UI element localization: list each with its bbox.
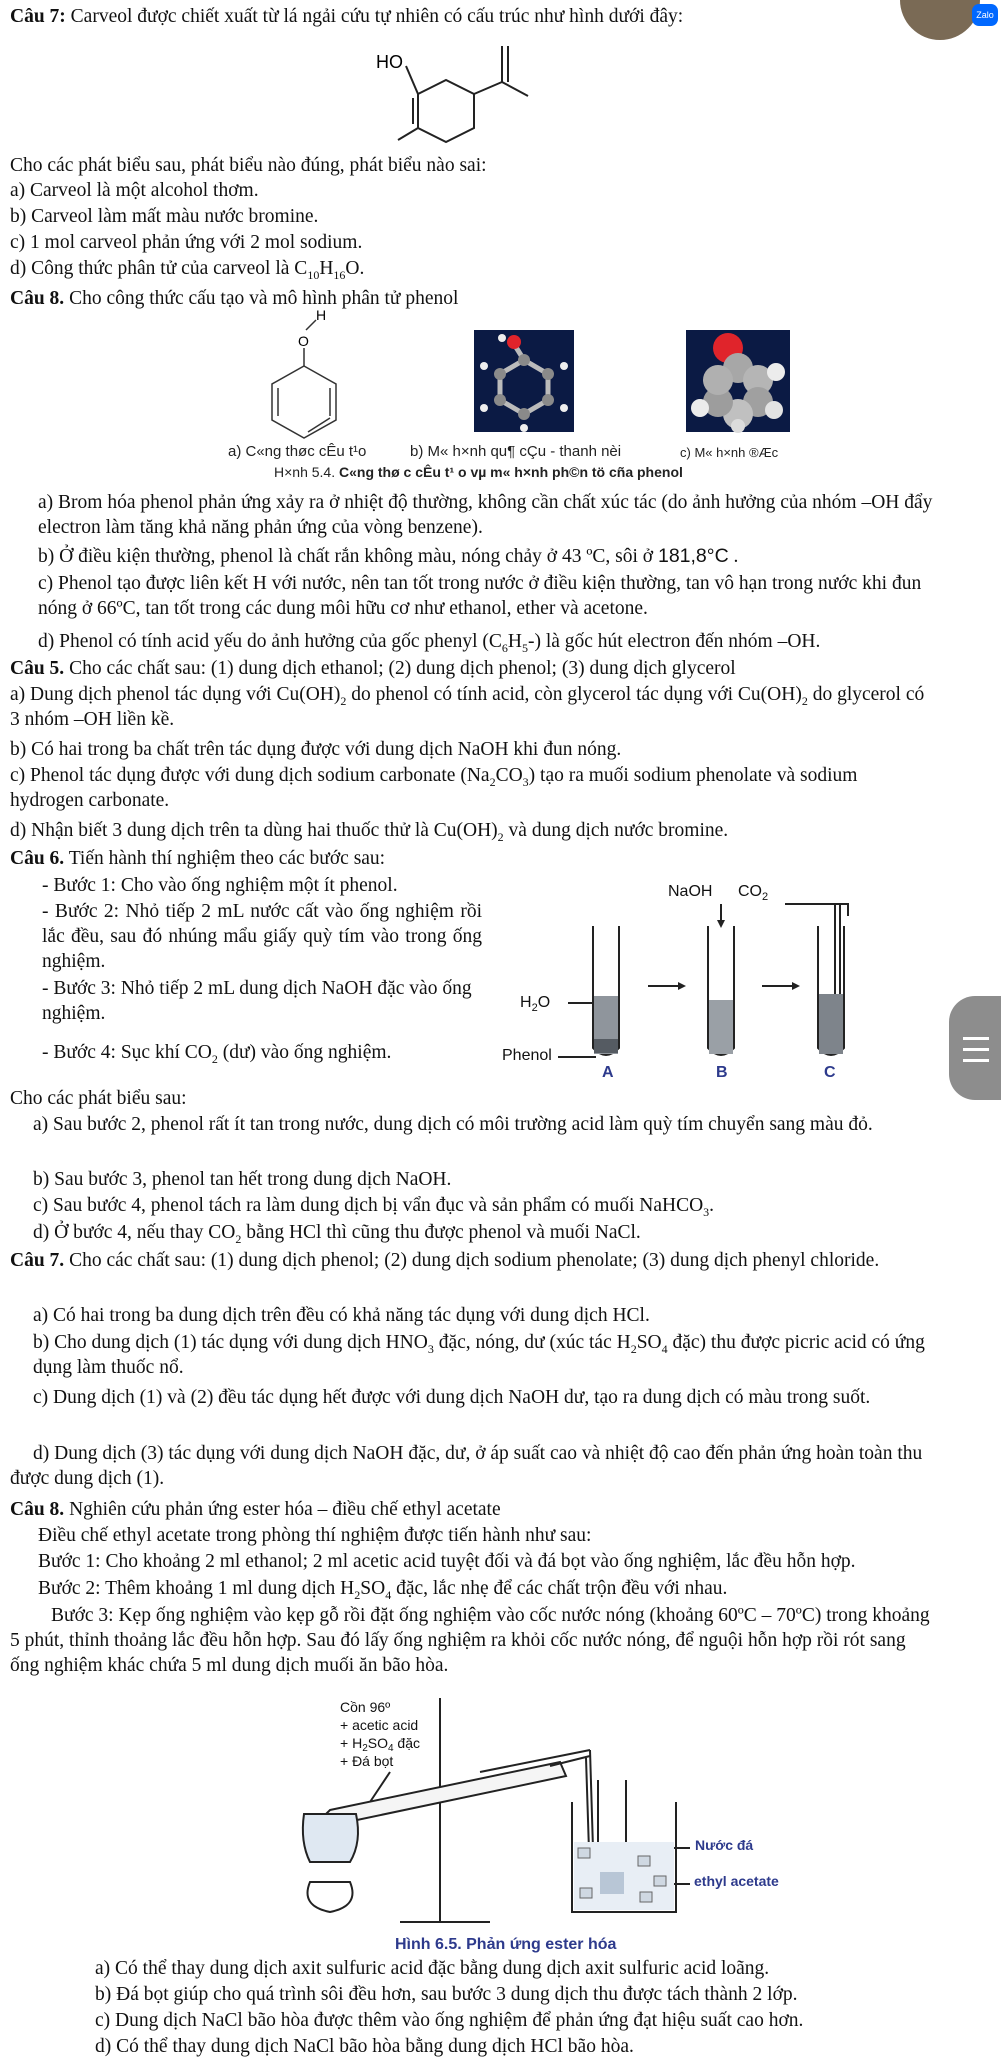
q8b-step-1: Bước 1: Cho khoảng 2 ml ethanol; 2 ml acetic acid tuyệt đối và đá bọt vào ống nghiệm, lắc đều hỗn hợp. — [38, 1551, 856, 1572]
scroll-handle[interactable] — [949, 996, 1001, 1100]
svg-text:A: A — [602, 1064, 614, 1081]
q8a-statement-a: a) Brom hóa phenol phản ứng xảy ra ở nhiệt độ thường, không cần chất xúc tác (do ảnh hưởng của nhóm –OH đẩy electron làm tăng khả năng phản ứng của vòng benzene). — [38, 492, 933, 538]
q8b-statement-c: c) Dung dịch NaCl bão hòa được thêm vào ống nghiệm để phản ứng đạt hiệu suất cao hơn. — [95, 2010, 804, 2031]
carveol-structure — [370, 36, 570, 146]
q6-statement-a: a) Sau bước 2, phenol rất ít tan trong nước, dung dịch có môi trường acid làm quỳ tím chuyển sang màu đỏ. — [33, 1114, 873, 1135]
q6-step-4: - Bước 4: Sục khí $CO_2$ (dư) vào ống nghiệm. — [42, 1042, 392, 1066]
q7a-statement-a: a) Carveol là một alcohol thơm. — [10, 180, 259, 201]
phenol-structural-formula — [260, 308, 350, 438]
q7a-statement-b: b) Carveol làm mất màu nước bromine. — [10, 206, 319, 227]
svg-text:Nước đá: Nước đá — [695, 1837, 754, 1853]
q8b-statement-d: d) Có thể thay dung dịch NaCl bão hòa bằng dung dịch HCl bão hòa. — [95, 2036, 634, 2057]
q8a-statement-d: d) Phenol có tính acid yếu do ảnh hưởng của gốc phenyl $(C_6H_5-)$ là gốc hút electron đến nhóm –OH. — [38, 631, 821, 655]
svg-text:H: H — [316, 307, 327, 323]
q8a-title: Câu 8. Cho công thức cấu tạo và mô hình phân tử phenol — [10, 288, 459, 309]
q6-statement-c: c) Sau bước 4, phenol tách ra làm dung dịch bị vẩn đục và sản phẩm có muối NaHCO$_3$. — [33, 1195, 715, 1219]
q8b-statement-b: b) Đá bọt giúp cho quá trình sôi đều hơn, sau bước 3 dung dịch thu được tách thành 2 lớp. — [95, 1984, 798, 2005]
svg-text:+ H2SO4 đặc: + $H_2SO_4$ đặc — [340, 1735, 421, 1754]
q7b-statement-b: b) Cho dung dịch (1) tác dụng với dung dịch $HNO_3$ đặc, nóng, dư (xúc tác $H_2SO_4$ đặc) thu được picric acid có ứng dụng làm thuốc nổ. — [33, 1332, 925, 1378]
svg-text:Phenol: Phenol — [502, 1047, 552, 1064]
q6-intro: Cho các phát biểu sau: — [10, 1088, 187, 1109]
q8b-step-2: Bước 2: Thêm khoảng 1 ml dung dịch $H_2SO_4$ đặc, lắc nhẹ để các chất trộn đều với nhau. — [38, 1578, 728, 1602]
q5-statement-a: a) Dung dịch phenol tác dụng với $Cu(OH)_2$ do phenol có tính acid, còn glycerol tác dụng với $Cu(OH)_2$ do glycerol có 3 nhóm –OH liền kề. — [10, 684, 925, 730]
svg-text:NaOH: NaOH — [668, 883, 713, 900]
phenol-ball-stick-model — [474, 330, 574, 432]
hydroxyl-label: HO — [376, 52, 403, 72]
q8b-intro: Điều chế ethyl acetate trong phòng thí nghiệm được tiến hành như sau: — [38, 1525, 592, 1546]
q6-step-1: - Bước 1: Cho vào ống nghiệm một ít phenol. — [42, 875, 398, 896]
q7a-intro: Cho các phát biểu sau, phát biểu nào đúng, phát biểu nào sai: — [10, 155, 487, 176]
q8b-statement-a: a) Có thể thay dung dịch axit sulfuric acid đặc bằng dung dịch axit sulfuric acid loãng. — [95, 1958, 770, 1979]
svg-text:Cồn 96º: Cồn 96º — [340, 1699, 391, 1715]
q6-statement-b: b) Sau bước 3, phenol tan hết trong dung dịch NaOH. — [33, 1169, 452, 1190]
svg-text:O: O — [298, 333, 309, 349]
q7b-title: Câu 7. Cho các chất sau: (1) dung dịch phenol; (2) dung dịch sodium phenolate; (3) dung dịch phenyl chloride. — [10, 1250, 880, 1271]
esterification-apparatus — [290, 1692, 779, 1928]
q8a-statement-b: b) Ở điều kiện thường, phenol là chất rắn không màu, nóng chảy ở 43 ºC, sôi ở 181,8°C . — [38, 545, 739, 567]
q7b-statement-d: d) Dung dịch (3) tác dụng với dung dịch NaOH đặc, dư, ở áp suất cao và nhiệt độ cao đến phản ứng hoàn toàn thu được dung dịch (1). — [10, 1443, 923, 1489]
q6-step-3: - Bước 3: Nhỏ tiếp 2 mL dung dịch NaOH đặc vào ống nghiệm. — [42, 978, 472, 1024]
q6-test-tube-diagram — [490, 876, 870, 1086]
q6-title: Câu 6. Tiến hành thí nghiệm theo các bước sau: — [10, 848, 386, 869]
q7a-title: Câu 7: Carveol được chiết xuất từ lá ngải cứu tự nhiên có cấu trúc như hình dưới đây: — [10, 6, 684, 27]
svg-text:+ Đá bọt: + Đá bọt — [340, 1753, 394, 1769]
svg-text:C: C — [824, 1064, 836, 1081]
svg-text:ethyl acetate: ethyl acetate — [694, 1873, 779, 1889]
q5-statement-b: b) Có hai trong ba chất trên tác dụng được với dung dịch NaOH khi đun nóng. — [10, 739, 622, 760]
caption-ball-stick: b) M« h×nh qu¶ cÇu - thanh nèi — [410, 443, 622, 460]
q7a-statement-d: d) Công thức phân tử của carveol là $C_{10}H_{16}O$. — [10, 258, 365, 282]
q5-statement-d: d) Nhận biết 3 dung dịch trên ta dùng hai thuốc thử là $Cu(OH)_2$ và dung dịch nước bromine. — [10, 820, 729, 844]
q7a-statement-c: c) 1 mol carveol phản ứng với 2 mol sodium. — [10, 232, 363, 253]
figure-caption-6-5: Hình 6.5. Phản ứng ester hóa — [395, 1936, 617, 1953]
figure-caption-5-4: H×nh 5.4. C«ng thø c cÊu t¹ o vµ m« h×nh ph©n tö cña phenol — [274, 464, 683, 480]
phenol-space-filling-model — [686, 330, 790, 432]
q7b-statement-c: c) Dung dịch (1) và (2) đều tác dụng hết được với dung dịch NaOH dư, tạo ra dung dịch có màu trong suốt. — [33, 1387, 871, 1408]
svg-text:CO2: $CO_2$ — [738, 883, 769, 903]
svg-text:B: B — [716, 1064, 728, 1081]
caption-space-filling: c) M« h×nh ®Æc — [680, 445, 779, 460]
svg-text:+ acetic acid: + acetic acid — [340, 1717, 419, 1733]
q8b-step-3: Bước 3: Kẹp ống nghiệm vào kẹp gỗ rồi đặt ống nghiệm vào cốc nước nóng (khoảng 60ºC – 70ºC) trong khoảng 5 phút, thỉnh thoảng lắc đều hỗn hợp. Sau đó lấy ống nghiệm ra khỏi cốc nước nóng, để nguội hỗn hợp rồi rót sang ống nghiệm khác chứa 5 ml dung dịch muối ăn bão hòa. — [10, 1605, 930, 1676]
q5-statement-c: c) Phenol tác dụng được với dung dịch sodium carbonate $(Na_2CO_3)$ tạo ra muối sodium phenolate và sodium hydrogen carbonate. — [10, 765, 858, 811]
zalo-icon[interactable]: Zalo — [972, 4, 998, 26]
q8a-statement-c: c) Phenol tạo được liên kết H với nước, nên tan tốt trong nước ở điều kiện thường, tan vô hạn trong nước khi đun nóng ở 66ºC, tan tốt trong các dung môi hữu cơ như ethanol, ether và acetone. — [38, 573, 922, 619]
q5-title: Câu 5. Cho các chất sau: (1) dung dịch ethanol; (2) dung dịch phenol; (3) dung dịch glycerol — [10, 658, 736, 679]
q7b-statement-a: a) Có hai trong ba dung dịch trên đều có khả năng tác dụng với dung dịch HCl. — [33, 1305, 650, 1326]
q6-step-2: - Bước 2: Nhỏ tiếp 2 mL nước cất vào ống nghiệm rồi lắc đều, sau đó nhúng mẩu giấy quỳ tím vào trong ống nghiệm. — [42, 901, 482, 972]
svg-text:H2O: $H_2O$ — [520, 994, 551, 1014]
q8b-title: Câu 8. Nghiên cứu phản ứng ester hóa – điều chế ethyl acetate — [10, 1499, 501, 1520]
caption-structural-formula: a) C«ng thøc cÊu t¹o — [228, 443, 367, 460]
q6-statement-d: d) Ở bước 4, nếu thay $CO_2$ bằng HCl thì cũng thu được phenol và muối NaCl. — [33, 1222, 641, 1246]
